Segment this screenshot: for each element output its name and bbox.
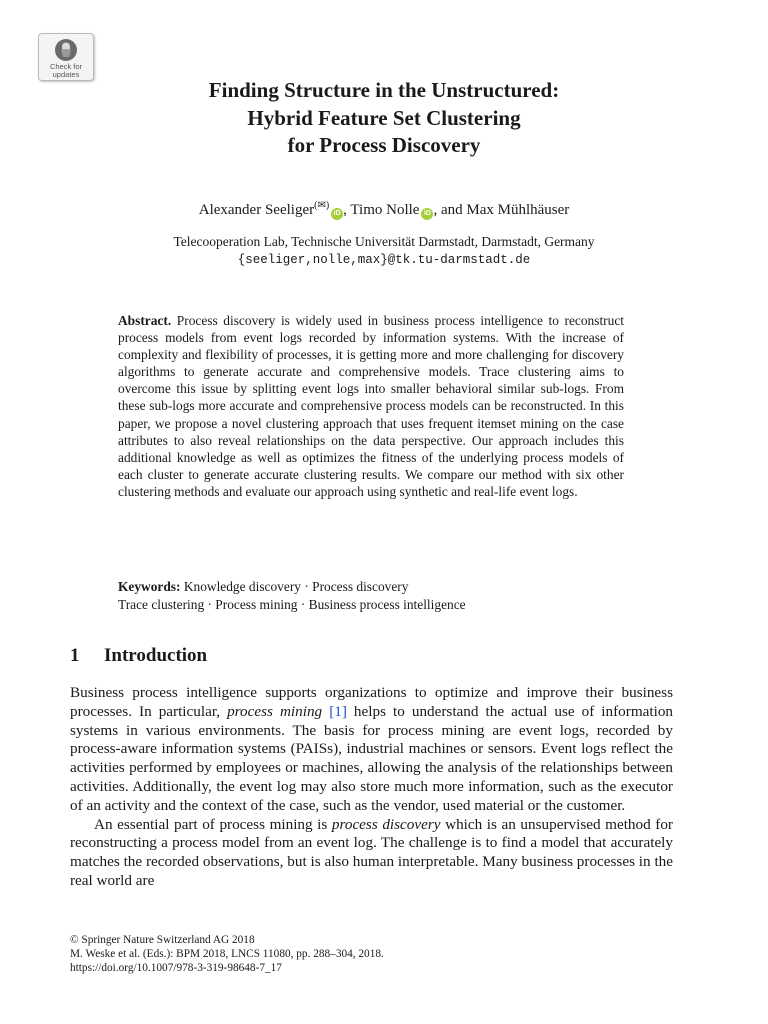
badge-label: Check for updates	[49, 62, 83, 79]
keywords-line-1: Knowledge discovery · Process discovery	[183, 579, 409, 594]
citation-line: M. Weske et al. (Eds.): BPM 2018, LNCS 11080, pp. 288–304, 2018.	[70, 948, 384, 960]
author-emails: {seeliger,nolle,max}@tk.tu-darmstadt.de	[237, 253, 531, 267]
paper-title	[0, 77, 768, 160]
title-line-3: for Process Discovery	[287, 133, 481, 157]
orcid-icon[interactable]: iD	[331, 208, 343, 220]
section-heading	[70, 644, 207, 668]
check-for-updates-icon	[54, 38, 78, 62]
institution: Telecooperation Lab, Technische Universität Darmstadt, Darmstadt, Germany	[173, 234, 595, 249]
emphasis: process discovery	[331, 815, 441, 833]
paragraph: An essential part of process mining is process discovery which is an unsupervised method for reconstructing a process model from an event log. The challenge is to find a model that accurately matches the recorded observations, but is also human interpretable. Many business processes in the real world are	[70, 815, 673, 889]
affiliation	[0, 233, 768, 269]
check-for-updates-badge[interactable]	[38, 33, 94, 81]
corresponding-author-mark: (✉)	[314, 200, 330, 211]
abstract	[118, 312, 624, 500]
author-list: Alexander Seeliger(✉)iD , Timo Nolle iD , and Max Mühlhäuser	[198, 200, 570, 218]
section-number: 1	[70, 645, 80, 666]
title-line-1: Finding Structure in the Unstructured:	[208, 78, 560, 102]
citation-link[interactable]: [1]	[329, 702, 347, 720]
copyright-footer	[70, 933, 384, 975]
author-name: Max Mühlhäuser	[466, 202, 570, 218]
section-title: Introduction	[104, 645, 208, 666]
emphasis: process mining	[227, 702, 323, 720]
author-name: Alexander Seeliger	[198, 202, 315, 218]
keywords	[118, 578, 638, 613]
abstract-text: Process discovery is widely used in business process intelligence to reconstruct process models from event logs recorded by information systems. With the increase of complexity and flexibility of processes, it is getting more and more challenging for discovery algorithms to generate accurate and comprehensive models. Trace clustering aims to overcome this issue by splitting event logs into smaller behavioral similar sub-logs. From these sub-logs more accurate and comprehensive process models can be reconstructed. In this paper, we propose a novel clustering approach that uses frequent itemset mining on the case attributes to also reveal relationships on the data perspective. Our approach includes this additional knowledge as well as optimizes the fitness of the underlying process models of each cluster to generate accurate clustering results. We compare our method with six other clustering methods and evaluate our approach using synthetic and real-life event logs.	[118, 313, 624, 499]
title-line-2: Hybrid Feature Set Clustering	[247, 105, 521, 130]
keywords-line-2: Trace clustering · Process mining · Business process intelligence	[118, 596, 466, 612]
doi-link[interactable]: https://doi.org/10.1007/978-3-319-98648-7_17	[70, 962, 282, 974]
abstract-label: Abstract.	[118, 313, 172, 328]
author-name: Timo Nolle	[350, 202, 420, 218]
body-text	[70, 684, 673, 891]
copyright-line: © Springer Nature Switzerland AG 2018	[70, 934, 255, 946]
keywords-label: Keywords:	[118, 579, 181, 594]
orcid-icon[interactable]: iD	[421, 208, 433, 220]
paragraph: Business process intelligence supports organizations to optimize and improve their business processes. In particular, process mining [1] helps to understand the actual use of information systems in various environments. The basis for process mining are event logs, recorded by process-aware information systems (PAISs), industrial machines or sensors. Event logs reflect the activities performed by employees or machines, allowing the analysis of the relationships between activities. Additionally, the event log may also store much more information, such as the executor of an activity and the context of the case, such as the vendor, used material or the customer.	[70, 684, 674, 814]
